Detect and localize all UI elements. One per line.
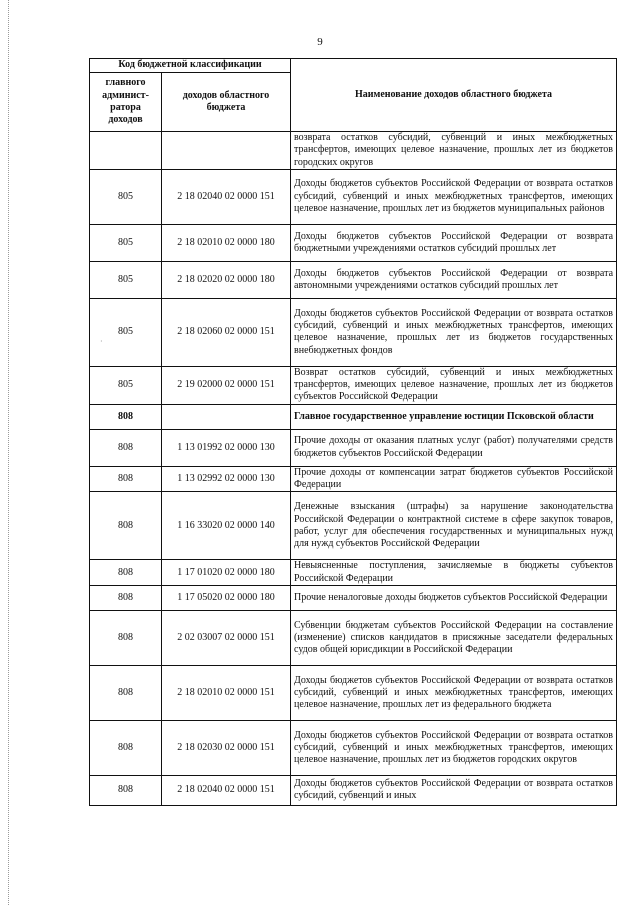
revenue-name-cell: Доходы бюджетов субъектов Российской Федерации от возврата автономными учреждениями остатков субсидий прошлых лет: [291, 261, 617, 298]
admin-code-cell: 808: [90, 466, 162, 492]
budget-classification-table: [89, 58, 617, 806]
revenue-name-cell: возврата остатков субсидий, субвенций и иных межбюджетных трансфертов, имеющих целевое назначение, прошлых лет из бюджетов городских округов: [291, 132, 617, 170]
revenue-name-cell: Главное государственное управление юстиции Псковской области: [291, 404, 617, 429]
revenue-name-cell: Доходы бюджетов субъектов Российской Федерации от возврата остатков субсидий, субвенций и иных межбюджетных трансфертов, имеющих целевое назначение, прошлых лет из федерального бюджета: [291, 665, 617, 720]
admin-code-cell: 808: [90, 610, 162, 665]
revenue-name-cell: Доходы бюджетов субъектов Российской Федерации от возврата остатков субсидий, субвенций и иных: [291, 775, 617, 805]
revenue-code-cell: 2 18 02020 02 0000 180: [162, 261, 291, 298]
revenue-name-cell: Возврат остатков субсидий, субвенций и иных межбюджетных трансфертов, имеющих целевое назначение, прошлых лет из бюджетов субъектов Российской Федерации: [291, 366, 617, 404]
admin-code-cell: 808: [90, 775, 162, 805]
table-row: [90, 720, 617, 775]
revenue-code-cell: 2 18 02030 02 0000 151: [162, 720, 291, 775]
admin-code-cell: 805: [90, 298, 162, 366]
table-body: [90, 132, 617, 806]
admin-code-cell: 808: [90, 720, 162, 775]
admin-code-cell: 808: [90, 492, 162, 560]
revenue-name-cell: Невыясненные поступления, зачисляемые в бюджеты субъектов Российской Федерации: [291, 560, 617, 586]
table-row: [90, 261, 617, 298]
admin-code-cell: 805: [90, 169, 162, 224]
header-group: Код бюджетной классификации: [90, 59, 291, 73]
revenue-code-cell: 2 18 02010 02 0000 151: [162, 665, 291, 720]
revenue-name-cell: Доходы бюджетов субъектов Российской Федерации от возврата остатков субсидий, субвенций и иных межбюджетных трансфертов, имеющих целевое назначение, прошлых лет из бюджетов городских округов: [291, 720, 617, 775]
table-header-row: [90, 59, 617, 73]
admin-code-cell: 808: [90, 665, 162, 720]
table-row: [90, 429, 617, 466]
scan-mark: ·: [100, 337, 103, 346]
revenue-name-cell: Прочие доходы от компенсации затрат бюджетов субъектов Российской Федерации: [291, 466, 617, 492]
admin-code-cell: 808: [90, 429, 162, 466]
table-row: [90, 132, 617, 170]
table-row: [90, 466, 617, 492]
table-row: [90, 169, 617, 224]
revenue-code-cell: 2 18 02060 02 0000 151: [162, 298, 291, 366]
table-row: [90, 224, 617, 261]
header-code: доходов областного бюджета: [162, 73, 291, 132]
left-margin-line: [8, 0, 9, 905]
header-admin: главного админист-ратора доходов: [90, 73, 162, 132]
revenue-code-cell: 1 13 01992 02 0000 130: [162, 429, 291, 466]
admin-code-cell: 805: [90, 261, 162, 298]
revenue-code-cell: 2 19 02000 02 0000 151: [162, 366, 291, 404]
revenue-code-cell: 2 18 02040 02 0000 151: [162, 169, 291, 224]
revenue-name-cell: Доходы бюджетов субъектов Российской Федерации от возврата бюджетными учреждениями остатков субсидий прошлых лет: [291, 224, 617, 261]
revenue-code-cell: [162, 404, 291, 429]
revenue-code-cell: 1 17 05020 02 0000 180: [162, 585, 291, 610]
revenue-name-cell: Субвенции бюджетам субъектов Российской Федерации на составление (изменение) списков кандидатов в присяжные заседатели федеральных судов общей юрисдикции в Российской Федерации: [291, 610, 617, 665]
table-row: [90, 560, 617, 586]
admin-code-cell: [90, 132, 162, 170]
revenue-name-cell: Прочие доходы от оказания платных услуг (работ) получателями средств бюджетов субъектов Российской Федерации: [291, 429, 617, 466]
revenue-name-cell: Прочие неналоговые доходы бюджетов субъектов Российской Федерации: [291, 585, 617, 610]
admin-code-cell: 808: [90, 560, 162, 586]
revenue-name-cell: Доходы бюджетов субъектов Российской Федерации от возврата остатков субсидий, субвенций и иных межбюджетных трансфертов, имеющих целевое назначение, прошлых лет из бюджетов муниципальных районов: [291, 169, 617, 224]
admin-code-cell: 805: [90, 224, 162, 261]
table-row: [90, 404, 617, 429]
table-row: [90, 298, 617, 366]
revenue-code-cell: 1 16 33020 02 0000 140: [162, 492, 291, 560]
admin-code-cell: 808: [90, 585, 162, 610]
revenue-code-cell: [162, 132, 291, 170]
revenue-name-cell: Доходы бюджетов субъектов Российской Федерации от возврата остатков субсидий, субвенций и иных межбюджетных трансфертов, имеющих целевое назначение, прошлых лет из бюджетов государственных внебюджетных фондов: [291, 298, 617, 366]
revenue-name-cell: Денежные взыскания (штрафы) за нарушение законодательства Российской Федерации о контрактной системе в сфере закупок товаров, работ, услуг для обеспечения государственных и муниципальных нужд для нужд субъектов Российской Федерации: [291, 492, 617, 560]
table-row: [90, 366, 617, 404]
header-name: Наименование доходов областного бюджета: [291, 59, 617, 132]
table-row: [90, 775, 617, 805]
admin-code-cell: 805: [90, 366, 162, 404]
revenue-code-cell: 1 13 02992 02 0000 130: [162, 466, 291, 492]
revenue-code-cell: 2 02 03007 02 0000 151: [162, 610, 291, 665]
revenue-code-cell: 2 18 02010 02 0000 180: [162, 224, 291, 261]
table-row: [90, 585, 617, 610]
table-row: [90, 665, 617, 720]
page-number: 9: [317, 36, 323, 48]
table-row: [90, 492, 617, 560]
admin-code-cell: 808: [90, 404, 162, 429]
revenue-code-cell: 1 17 01020 02 0000 180: [162, 560, 291, 586]
table-row: [90, 610, 617, 665]
revenue-code-cell: 2 18 02040 02 0000 151: [162, 775, 291, 805]
